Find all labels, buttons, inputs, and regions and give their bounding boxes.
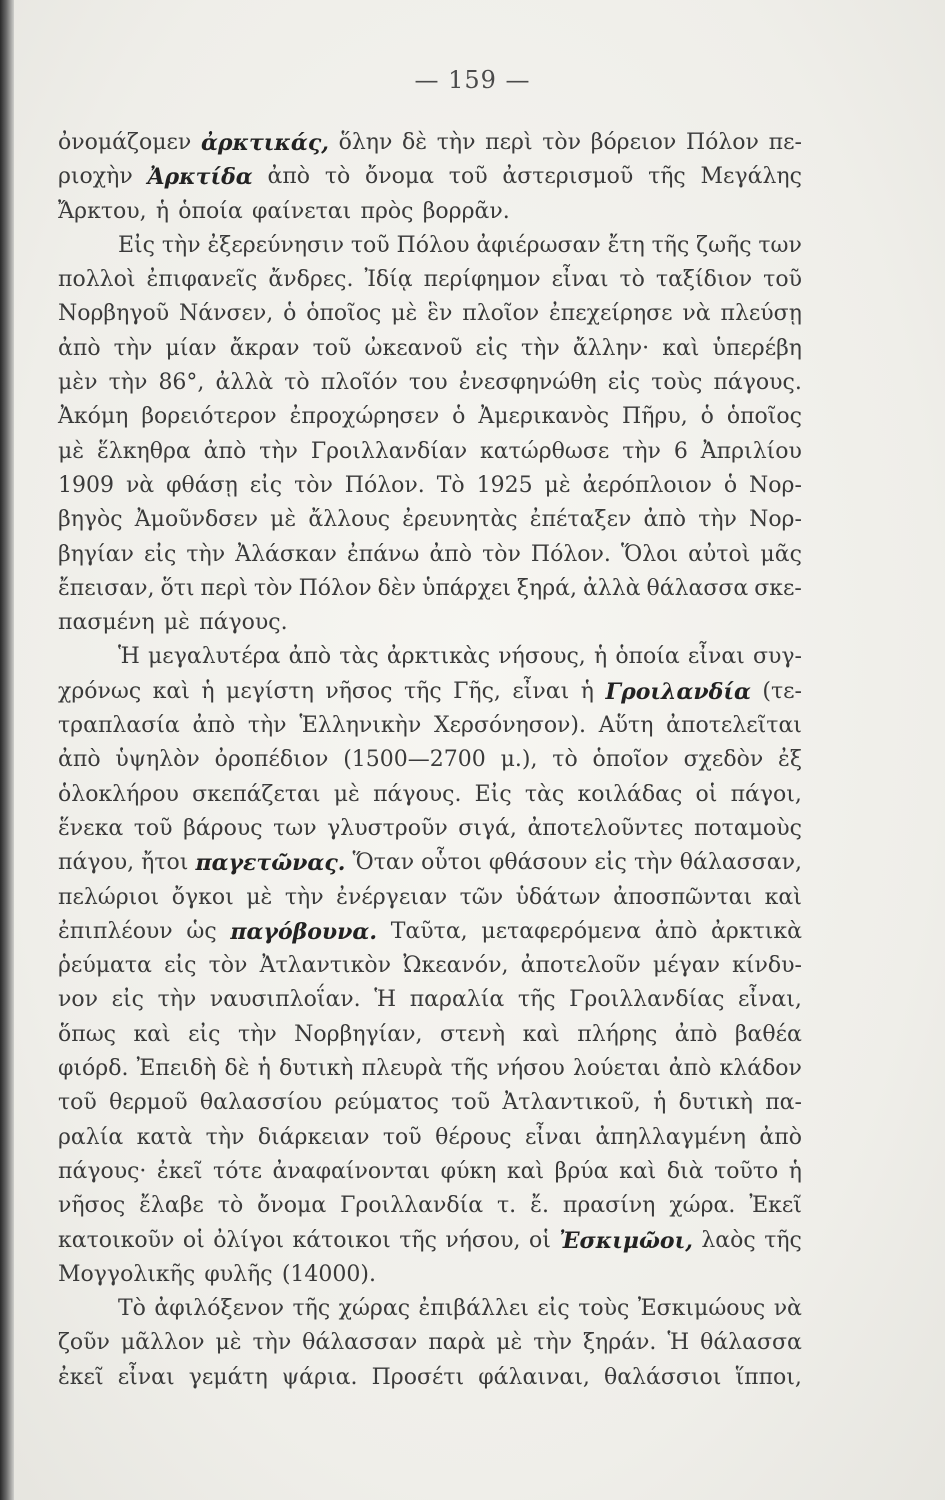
- text-line: πάγου, ἤτοι παγετῶνας. Ὅταν οὗτοι φθάσουν εἰς τὴν θάλασσαν,: [58, 850, 802, 877]
- text-line: φιόρδ. Ἐπειδὴ δὲ ἡ δυτικὴ πλευρὰ τῆς νήσου λούεται ἀπὸ κλάδον: [58, 1056, 802, 1082]
- text-line: βηγὸς Ἀμοῦνδσεν μὲ ἄλλους ἐρευνητὰς ἐπέταξεν ἀπὸ τὴν Νορ-: [58, 507, 802, 533]
- text-line: πελώριοι ὄγκοι μὲ τὴν ἐνέργειαν τῶν ὑδάτων ἀποσπῶνται καὶ: [58, 884, 802, 910]
- text-line: μὲν τὴν 86°, ἀλλὰ τὸ πλοῖόν του ἐνεσφηνώθη εἰς τοὺς πάγους.: [58, 370, 802, 396]
- text-line: ζοῦν μᾶλλον μὲ τὴν θάλασσαν παρὰ μὲ τὴν ξηράν. Ἡ θάλασσα: [58, 1330, 802, 1356]
- text-line: Ἡ μεγαλυτέρα ἀπὸ τὰς ἀρκτικὰς νήσους, ἡ ὁποία εἶναι συγ-: [118, 644, 802, 670]
- text-line: τοῦ θερμοῦ θαλασσίου ρεύματος τοῦ Ἀτλαντικοῦ, ἡ δυτικὴ πα-: [58, 1090, 802, 1116]
- text-line: ὁλοκλήρου σκεπάζεται μὲ πάγους. Εἰς τὰς κοιλάδας οἱ πάγοι,: [58, 781, 802, 807]
- text-line: τραπλασία ἀπὸ τὴν Ἑλληνικὴν Χερσόνησον). Αὕτη ἀποτελεῖται: [58, 713, 802, 739]
- text-line: ραλία κατὰ τὴν διάρκειαν τοῦ θέρους εἶναι ἀπηλλαγμένη ἀπὸ: [58, 1124, 802, 1150]
- text-line: νῆσος ἔλαβε τὸ ὄνομα Γροιλλανδία τ. ἔ. πρασίνη χώρα. Ἐκεῖ: [58, 1193, 802, 1219]
- text-line: νον εἰς τὴν ναυσιπλοΐαν. Ἡ παραλία τῆς Γροιλλανδίας εἶναι,: [58, 987, 802, 1013]
- body-text: [58, 126, 802, 1395]
- text-line: Νορβηγοῦ Νάνσεν, ὁ ὁποῖος μὲ ἓν πλοῖον ἐπεχείρησε νὰ πλεύσῃ: [58, 301, 802, 327]
- text-line: Ἀκόμη βορειότερον ἐπροχώρησεν ὁ Ἀμερικανὸς Πῆρυ, ὁ ὁποῖος: [58, 404, 802, 430]
- text-line: πάγους· ἐκεῖ τότε ἀναφαίνονται φύκη καὶ βρύα καὶ διὰ τοῦτο ἡ: [58, 1158, 802, 1184]
- page-binding-shadow: [0, 0, 14, 1500]
- text-line: χρόνως καὶ ἡ μεγίστη νῆσος τῆς Γῆς, εἶναι ἡ Γροιλανδία (τε-: [58, 678, 802, 705]
- text-line: Τὸ ἀφιλόξενον τῆς χώρας ἐπιβάλλει εἰς τοὺς Ἐσκιμώους νὰ: [118, 1296, 802, 1322]
- text-line: βηγίαν εἰς τὴν Ἀλάσκαν ἐπάνω ἀπὸ τὸν Πόλον. Ὅλοι αὐτοὶ μᾶς: [58, 541, 802, 567]
- text-line: πασμένη μὲ πάγους.: [58, 610, 288, 636]
- text-line: ῥεύματα εἰς τὸν Ἀτλαντικὸν Ὠκεανόν, ἀποτελοῦν μέγαν κίνδυ-: [58, 953, 802, 979]
- text-line: ἀπὸ ὑψηλὸν ὀροπέδιον (1500—2700 μ.), τὸ ὁποῖον σχεδὸν ἐξ: [58, 747, 802, 773]
- text-line: ὀνομάζομεν ἀρκτικάς, ὅλην δὲ τὴν περὶ τὸν βόρειον Πόλον πε-: [58, 130, 802, 156]
- text-line: ὅπως καὶ εἰς τὴν Νορβηγίαν, στενὴ καὶ πλήρης ἀπὸ βαθέα: [58, 1021, 802, 1047]
- page-number: — 159 —: [414, 66, 531, 94]
- text-line: Εἰς τὴν ἐξερεύνησιν τοῦ Πόλου ἀφιέρωσαν ἔτη τῆς ζωῆς των: [118, 232, 802, 258]
- text-line: ἐπιπλέουν ὡς παγόβουνα. Ταῦτα, μεταφερόμενα ἀπὸ ἀρκτικὰ: [58, 918, 802, 945]
- text-line: μὲ ἕλκηθρα ἀπὸ τὴν Γροιλλανδίαν κατώρθωσε τὴν 6 Ἀπριλίου: [58, 438, 802, 464]
- text-line: 1909 νὰ φθάσῃ εἰς τὸν Πόλον. Τὸ 1925 μὲ ἀερόπλοιον ὁ Νορ-: [58, 472, 802, 498]
- text-line: Μογγολικῆς φυλῆς (14000).: [58, 1261, 376, 1287]
- text-line: ἀπὸ τὴν μίαν ἄκραν τοῦ ὠκεανοῦ εἰς τὴν ἄλλην· καὶ ὑπερέβη: [58, 335, 802, 361]
- text-line: ἕνεκα τοῦ βάρους των γλυστροῦν σιγά, ἀποτελοῦντες ποταμοὺς: [58, 815, 802, 841]
- text-line: πολλοὶ ἐπιφανεῖς ἄνδρες. Ἰδίᾳ περίφημον εἶναι τὸ ταξίδιον τοῦ: [58, 267, 802, 293]
- text-line: ἐκεῖ εἶναι γεμάτη ψάρια. Προσέτι φάλαιναι, θαλάσσιοι ἵπποι,: [58, 1364, 802, 1390]
- text-line: κατοικοῦν οἱ ὀλίγοι κάτοικοι τῆς νήσου, οἱ Ἐσκιμῶοι, λαὸς τῆς: [58, 1227, 802, 1254]
- text-line: ἔπεισαν, ὅτι περὶ τὸν Πόλον δὲν ὑπάρχει ξηρά, ἀλλὰ θάλασσα σκε-: [58, 575, 802, 601]
- text-line: Ἄρκτου, ἡ ὁποία φαίνεται πρὸς βορρᾶν.: [58, 198, 510, 224]
- text-line: ριοχὴν Ἀρκτίδα ἀπὸ τὸ ὄνομα τοῦ ἀστερισμοῦ τῆς Μεγάλης: [58, 164, 802, 191]
